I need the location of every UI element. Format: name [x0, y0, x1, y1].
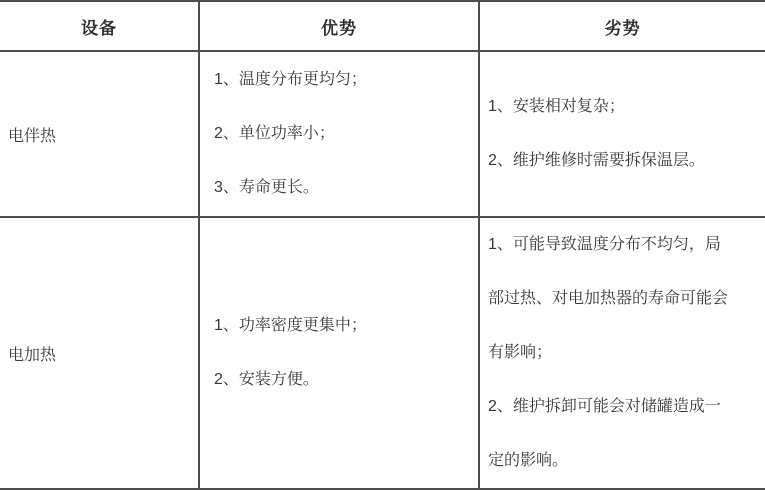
header-device-label: 设备: [81, 18, 117, 38]
advantage-item: 3、寿命更长。: [214, 179, 319, 196]
table-row-2-advantages-cell: [200, 218, 480, 488]
disadvantage-item: 1、可能导致温度分布不均匀，局部过热、对电加热器的寿命可能会有影响；: [488, 236, 729, 361]
header-cell-disadvantages: [480, 2, 765, 52]
table-row-2-device-cell: [0, 218, 200, 488]
advantage-item: 1、温度分布更均匀；: [214, 71, 367, 88]
device-label: 电加热: [8, 346, 57, 364]
table-row-2-disadvantages-cell: [480, 218, 765, 488]
header-cell-advantages: [200, 2, 480, 52]
device-label: 电伴热: [8, 127, 57, 145]
header-disadvantages-label: 劣势: [604, 18, 641, 38]
disadvantage-item: 1、安装相对复杂；: [488, 98, 625, 115]
advantage-item: 1、功率密度更集中；: [214, 317, 367, 334]
table-row-1-disadvantages-cell: [480, 52, 765, 218]
advantage-item: 2、安装方便。: [214, 371, 319, 388]
table-row-1-device-cell: [0, 52, 200, 218]
header-cell-device: [0, 2, 200, 52]
disadvantage-item: 2、维护拆卸可能会对储罐造成一定的影响。: [488, 398, 721, 469]
header-advantages-label: 优势: [321, 18, 357, 38]
disadvantage-item: 2、维护维修时需要拆保温层。: [488, 152, 705, 169]
advantage-item: 2、单位功率小；: [214, 125, 335, 142]
table-row-1-advantages-cell: [200, 52, 480, 218]
